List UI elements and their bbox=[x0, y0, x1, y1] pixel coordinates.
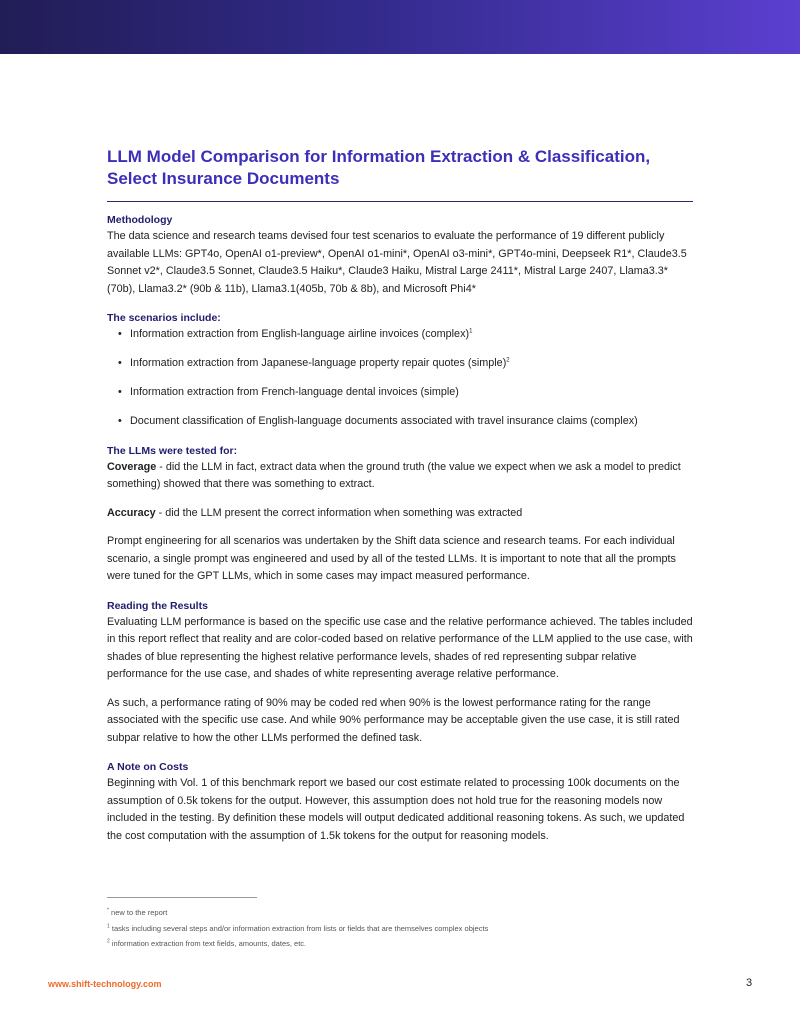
costs-section bbox=[107, 759, 693, 845]
accuracy-text bbox=[107, 505, 693, 523]
list-item-text: Information extraction from Japanese-language property repair quotes (simple) bbox=[130, 357, 507, 369]
bullet-icon: • bbox=[118, 415, 122, 427]
list-item bbox=[118, 413, 693, 431]
reading-paragraph-2: As such, a performance rating of 90% may be coded red when 90% is the lowest performance rating for the range associated with the specific use case. And while 90% performance may be acceptable given the use case, it is still rated subpar relative to how the other LLMs performed the defined task. bbox=[107, 696, 680, 744]
footnote bbox=[107, 936, 707, 952]
header-banner bbox=[0, 0, 800, 54]
accuracy-label: Accuracy bbox=[107, 506, 156, 519]
footnote-divider bbox=[107, 897, 257, 898]
bullet-icon: • bbox=[118, 357, 122, 369]
footnote-text: information extraction from text fields, amounts, dates, etc. bbox=[109, 939, 307, 948]
reading-heading: Reading the Results bbox=[107, 599, 208, 612]
costs-heading: A Note on Costs bbox=[107, 761, 189, 773]
reading-paragraph-1: Evaluating LLM performance is based on the specific use case and the relative performance achieved. The tables included in this report reflect that reality and are color-coded based on relative performance of the LLM applied to the use case, with shades of blue representing the highest relative performance levels, shades of red representing subpar relative performance for the use case, and shades of white representing average relative performance. bbox=[107, 615, 693, 680]
coverage-text bbox=[107, 459, 693, 494]
footnote-ref: 1 bbox=[469, 328, 473, 335]
footnotes bbox=[107, 905, 707, 952]
page-title: LLM Model Comparison for Information Extraction & Classification, Select Insurance Documents bbox=[107, 147, 651, 188]
footnote-mark: * bbox=[107, 907, 109, 914]
footnote-ref: 2 bbox=[506, 357, 510, 364]
footnote bbox=[107, 905, 707, 921]
scenarios-section bbox=[107, 310, 693, 431]
accuracy-description: - did the LLM present the correct information when something was extracted bbox=[155, 506, 523, 519]
list-item-text: Document classification of English-language documents associated with travel insurance claims (complex) bbox=[130, 415, 638, 427]
coverage-label: Coverage bbox=[107, 460, 157, 473]
page-number: 3 bbox=[746, 977, 753, 989]
tested-section bbox=[107, 443, 693, 586]
coverage-description: - did the LLM in fact, extract data when the ground truth (the value we expect when we ask a model to predict something) showed that there was something to extract. bbox=[107, 460, 681, 490]
list-item bbox=[118, 355, 693, 373]
costs-text: Beginning with Vol. 1 of this benchmark report we based our cost estimate related to processing 100k documents on the assumption of 0.5k tokens for the output. However, this assumption does not hold true for the reasoning models now included in the testing. By definition these models will output dedicated additional reasoning tokens. As such, we updated the cost computation with the assumption of 1.5k tokens for the output for reasoning models. bbox=[107, 777, 685, 842]
methodology-heading: Methodology bbox=[107, 214, 173, 226]
reading-section bbox=[107, 598, 693, 748]
footer-link[interactable]: www.shift-technology.com bbox=[48, 979, 162, 989]
list-item-text: Information extraction from French-language dental invoices (simple) bbox=[130, 386, 459, 398]
methodology-section bbox=[107, 212, 693, 298]
scenarios-heading: The scenarios include: bbox=[107, 312, 221, 324]
list-item-text: Information extraction from English-language airline invoices (complex) bbox=[130, 328, 470, 340]
title-divider bbox=[107, 201, 693, 202]
bullet-icon: • bbox=[118, 386, 122, 398]
list-item bbox=[118, 384, 693, 402]
page-content bbox=[107, 146, 693, 845]
footnote-text: tasks including several steps and/or information extraction from lists or fields that are themselves complex objects bbox=[109, 923, 489, 933]
scenarios-list bbox=[107, 326, 693, 431]
footnote bbox=[107, 921, 707, 937]
footnote-text: new to the report bbox=[108, 908, 168, 917]
footnote-mark: 2 bbox=[107, 938, 110, 945]
list-item bbox=[118, 326, 693, 344]
footnote-mark: 1 bbox=[107, 923, 110, 929]
prompt-engineering-text: Prompt engineering for all scenarios was undertaken by the Shift data science and research teams. For each individual scenario, a single prompt was engineered and used by all of the tested LLMs. It is important to note that all the prompts were tuned for the GPT LLMs, which in some cases may impact measured performance. bbox=[107, 535, 676, 582]
methodology-text: The data science and research teams devised four test scenarios to evaluate the performance of 19 different publicly available LLMs: GPT4o, OpenAI o1-preview*, OpenAI o1-mini*, OpenAI o3-mini*, GPT4o-mini, Deepseek R1*, Claude3.5 Sonnet v2*, Claude3.5 Sonnet, Claude3.5 Haiku*, Claude3 Haiku, Mistral Large 2411*, Mistral Large 2407, Llama3.3* (70b), Llama3.2* (90b & 11b), Llama3.1(405b, 70b & 8b), and Microsoft Phi4* bbox=[107, 230, 687, 295]
bullet-icon: • bbox=[118, 328, 122, 340]
tested-heading: The LLMs were tested for: bbox=[107, 444, 238, 457]
